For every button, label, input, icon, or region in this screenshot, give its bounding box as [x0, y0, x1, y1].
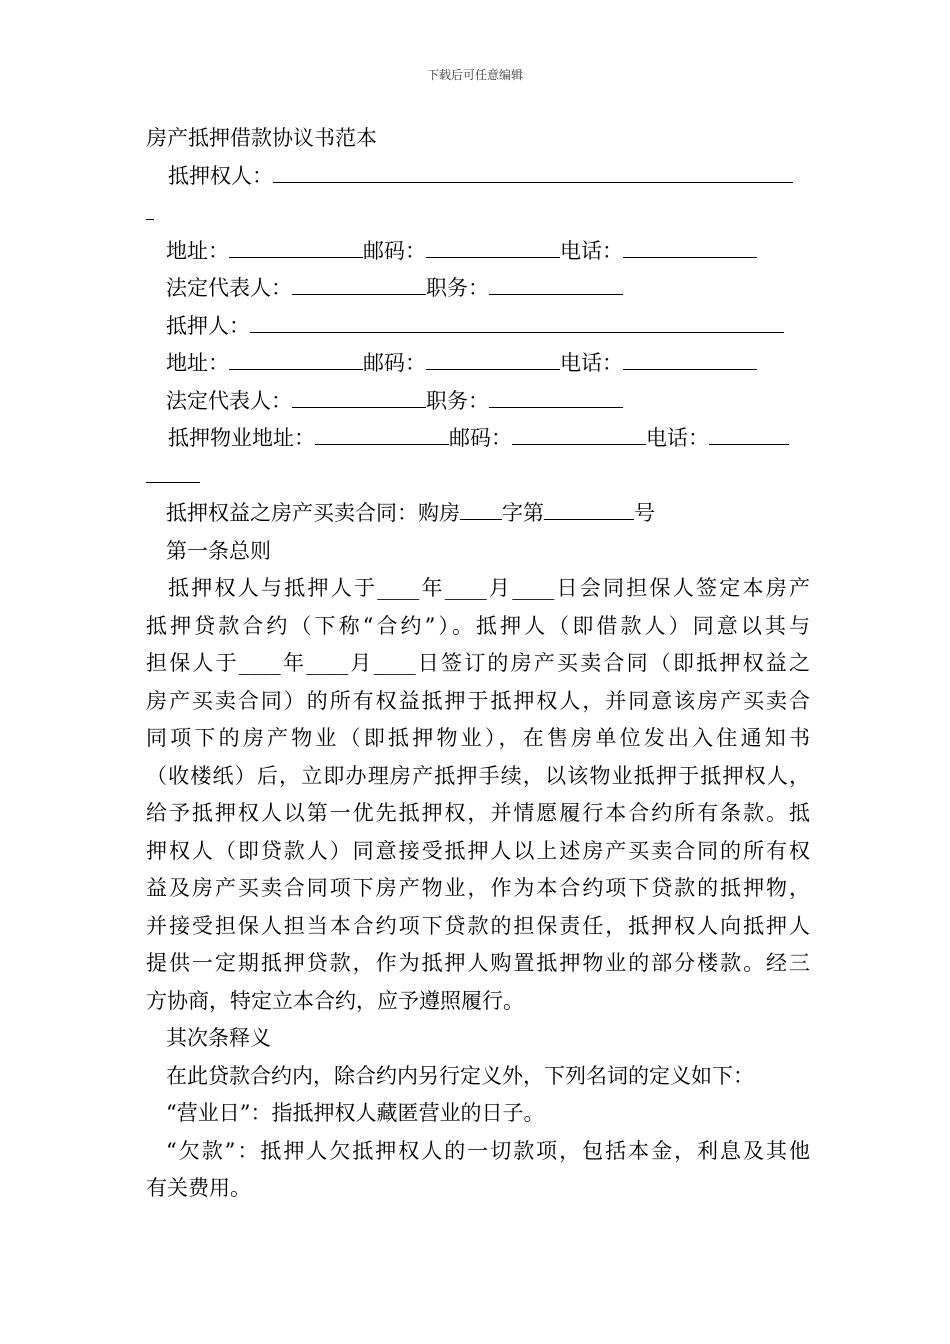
contract-number-blank [460, 497, 502, 520]
postcode-label: 邮码： [363, 351, 426, 375]
legal-rep-label: 法定代表人： [166, 276, 292, 300]
definition-debt-continued: 有关费用。 [146, 1176, 251, 1200]
mortgagee-legal-rep-line [146, 270, 810, 308]
article2-intro: 在此贷款合约内，除合约内另行定义外，下列名词的定义如下： [166, 1063, 754, 1088]
page-header-note: 下载后可任意编辑 [426, 68, 523, 82]
phone-blank [623, 347, 757, 370]
contract-prefix: 抵押权益之房产买卖合同：购房 [166, 501, 460, 525]
postcode-label: 邮码： [363, 238, 426, 263]
phone-label: 电话： [560, 351, 623, 375]
position-blank [489, 272, 623, 295]
mortgagor-label: 抵押人： [166, 313, 250, 338]
contract-serial-blank [544, 497, 634, 520]
mortgagor-blank [250, 310, 784, 333]
contract-suffix: 号 [634, 501, 655, 525]
property-address-line [146, 420, 810, 458]
mortgagee-blank-continued [146, 197, 154, 220]
article1-line: （收楼纸）后，立即办理房产抵押手续，以该物业抵押于抵押权人， [146, 763, 810, 788]
position-label: 职务： [426, 276, 489, 300]
legal-rep-label: 法定代表人： [166, 388, 292, 413]
contract-reference-line [146, 495, 810, 533]
phone-blank [709, 422, 789, 445]
legal-rep-blank [292, 385, 426, 408]
phone-label: 电话： [646, 426, 709, 450]
definition-debt: “欠款”：抵押人欠抵押权人的一切款项，包括本金，利息及其他 [166, 1138, 810, 1163]
article1-last-line: 方协商，特定立本合约，应予遵照履行。 [146, 988, 524, 1013]
article1-line: 抵押权人与抵押人于____年____月____日会同担保人签定本房产 [168, 576, 810, 600]
mortgagee-blank [273, 160, 793, 183]
article2-heading: 其次条释义 [166, 1026, 271, 1050]
mortgagee-label: 抵押权人： [168, 163, 273, 188]
mortgagee-address-line [146, 233, 810, 271]
mortgagee-blank-wrap [146, 195, 810, 233]
contract-middle: 字第 [502, 501, 544, 525]
position-blank [489, 385, 623, 408]
article1-heading: 第一条总则 [166, 538, 271, 563]
article1-line: 给予抵押权人以第一优先抵押权，并情愿履行本合约所有条款。抵 [146, 801, 810, 825]
article1-line: 房产买卖合同）的所有权益抵押于抵押权人，并同意该房产买卖合 [146, 688, 810, 713]
address-blank [229, 235, 363, 258]
address-blank [229, 347, 363, 370]
phone-label: 电话： [560, 238, 623, 263]
article1-line: 抵押贷款合约（下称“合约”）。抵押人（即借款人）同意以其与 [146, 613, 810, 638]
article1-line: 担保人于____年____月____日签订的房产买卖合同（即抵押权益之 [146, 651, 810, 675]
postcode-blank [426, 347, 560, 370]
mortgagor-legal-rep-line [146, 383, 810, 421]
mortgagor-line [146, 308, 810, 346]
article1-line: 提供一定期抵押贷款，作为抵押人购置抵押物业的部分楼款。经三 [146, 951, 810, 975]
property-phone-blank-wrap [146, 458, 810, 496]
article1-line: 同项下的房产物业（即抵押物业），在售房单位发出入住通知书 [146, 726, 810, 750]
mortgagor-address-line [146, 345, 810, 383]
property-address-label: 抵押物业地址： [168, 426, 315, 450]
document-title: 房产抵押借款协议书范本 [146, 126, 377, 150]
postcode-blank [512, 422, 646, 445]
article1-line: 并接受担保人担当本合约项下贷款的担保责任，抵押权人向抵押人 [146, 913, 810, 938]
property-address-blank [315, 422, 449, 445]
address-label: 地址： [166, 238, 229, 263]
position-label: 职务： [426, 388, 489, 413]
legal-rep-blank [292, 272, 426, 295]
phone-blank-continued [146, 460, 200, 483]
article1-line: 益及房产买卖合同项下房产物业，作为本合约项下贷款的抵押物， [146, 876, 810, 900]
article1-line: 押权人（即贷款人）同意接受抵押人以上述房产买卖合同的所有权 [146, 838, 810, 863]
mortgagee-line [146, 158, 810, 196]
agreement-document [146, 120, 810, 1208]
definition-business-day: “营业日”：指抵押权人藏匿营业的日子。 [166, 1101, 545, 1125]
postcode-label: 邮码： [449, 426, 512, 450]
address-label: 地址： [166, 351, 229, 375]
phone-blank [623, 235, 757, 258]
postcode-blank [426, 235, 560, 258]
